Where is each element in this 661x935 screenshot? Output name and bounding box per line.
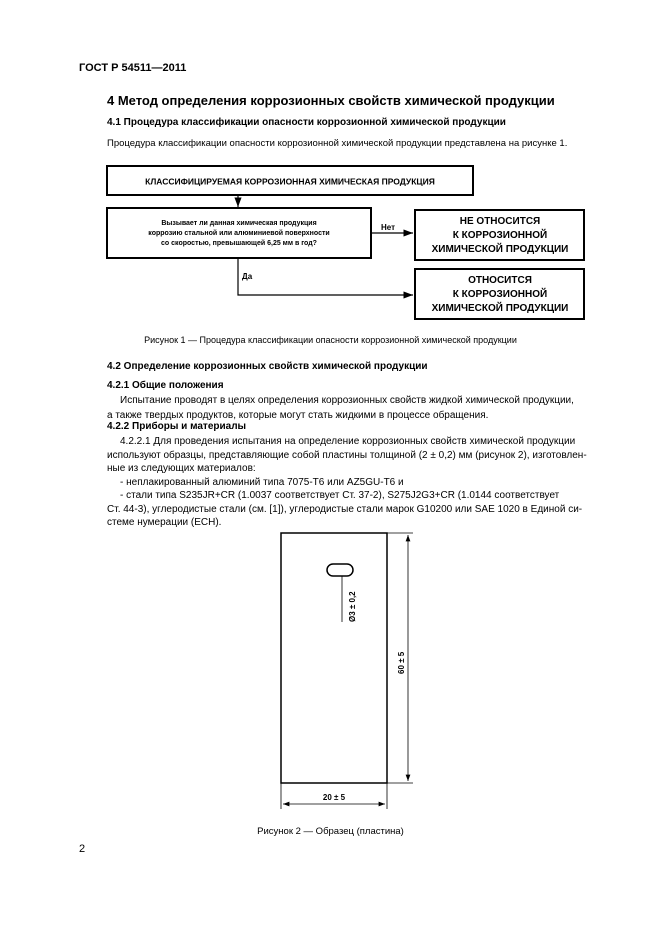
list-item-2-line-2: Ст. 44-3), углеродистые стали (см. [1]), углеродистые стали марок G10200 или SAE 1020 в Единой си- bbox=[107, 504, 583, 515]
height-dimension: 60 ± 5 bbox=[397, 651, 406, 674]
flowchart bbox=[0, 0, 661, 340]
paragraph-4-2-2-1-line-3: ные из следующих материалов: bbox=[107, 463, 256, 474]
subsection-4-2-1-title: 4.2.1 Общие положения bbox=[107, 380, 224, 391]
question-line-3: со скоростью, превышающей 6,25 мм в год? bbox=[161, 240, 317, 247]
paragraph-4-2-2-1-line-1: 4.2.2.1 Для проведения испытания на определение коррозионных свойств химической продукции bbox=[120, 436, 576, 447]
section-title: 4 Метод определения коррозионных свойств химической продукции bbox=[107, 93, 555, 108]
corrosive-line-1: ОТНОСИТСЯ bbox=[468, 275, 532, 286]
corrosive-line-2: К КОРРОЗИОННОЙ bbox=[452, 289, 548, 300]
question-line-2: коррозию стальной или алюминиевой поверхности bbox=[148, 230, 330, 237]
not-corrosive-line-2: К КОРРОЗИОННОЙ bbox=[452, 230, 548, 241]
yes-label: Да bbox=[242, 272, 253, 281]
subsection-4-2-1-line-1: Испытание проводят в целях определения коррозионных свойств жидкой химической продукции, bbox=[120, 395, 574, 406]
hole-dimension: Ø3 ± 0,2 bbox=[348, 591, 357, 622]
list-item-2-line-3: стеме нумерации (ЕСН). bbox=[107, 517, 222, 528]
width-dimension: 20 ± 5 bbox=[322, 793, 346, 802]
list-item-1: - неплакированный алюминий типа 7075-Т6 или AZ5GU-T6 и bbox=[120, 477, 404, 488]
not-corrosive-line-1: НЕ ОТНОСИТСЯ bbox=[459, 216, 541, 227]
subsection-4-1-title: 4.1 Процедура классификации опасности коррозионной химической продукции bbox=[107, 117, 506, 128]
paragraph-4-2-2-1-line-2: используют образцы, представляющие собой пластины толщиной (2 ± 0,2) мм (рисунок 2), изготовлен- bbox=[107, 450, 587, 461]
page-number: 2 bbox=[79, 843, 86, 855]
not-corrosive-line-3: ХИМИЧЕСКОЙ ПРОДУКЦИИ bbox=[431, 244, 569, 255]
subsection-4-2-title: 4.2 Определение коррозионных свойств химической продукции bbox=[107, 361, 428, 372]
figure-1-caption: Рисунок 1 — Процедура классификации опасности коррозионной химической продукции bbox=[144, 335, 517, 345]
subsection-4-2-2-title: 4.2.2 Приборы и материалы bbox=[107, 421, 247, 432]
figure-2-caption: Рисунок 2 — Образец (пластина) bbox=[257, 826, 404, 837]
list-item-2-line-1: - стали типа S235JR+CR (1.0037 соответствует Ст. 37-2), S275J2G3+CR (1.0144 соответствует bbox=[120, 490, 560, 501]
top-box-label: КЛАССИФИЦИРУЕМАЯ КОРРОЗИОННАЯ ХИМИЧЕСКАЯ ПРОДУКЦИЯ bbox=[145, 176, 435, 187]
question-line-1: Вызывает ли данная химическая продукция bbox=[161, 220, 317, 227]
document-header: ГОСТ Р 54511—2011 bbox=[79, 62, 187, 74]
arrow-yes bbox=[238, 258, 413, 295]
hole bbox=[327, 564, 353, 576]
subsection-4-1-text: Процедура классификации опасности коррозионной химической продукции представлена на рисунке 1. bbox=[107, 138, 568, 149]
corrosive-line-3: ХИМИЧЕСКОЙ ПРОДУКЦИИ bbox=[431, 303, 569, 314]
specimen-drawing bbox=[0, 520, 661, 820]
no-label: Нет bbox=[381, 223, 396, 232]
subsection-4-2-1-line-2: а также твердых продуктов, которые могут стать жидкими в процессе обращения. bbox=[107, 410, 489, 421]
